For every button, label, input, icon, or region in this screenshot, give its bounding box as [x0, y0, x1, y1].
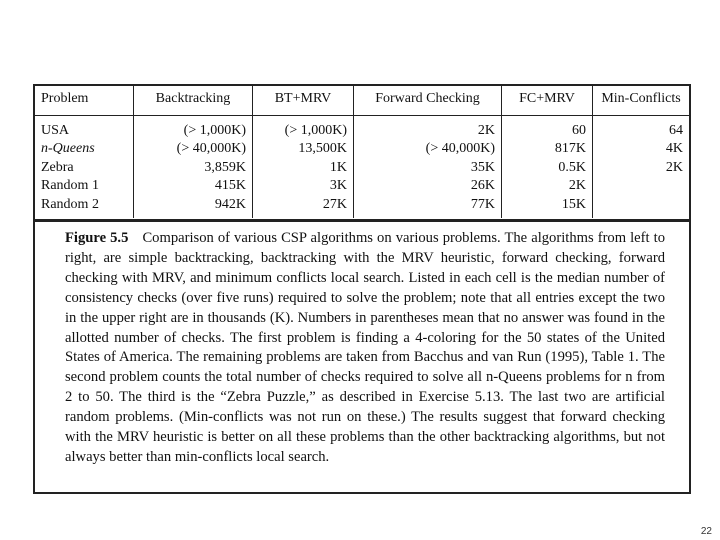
- table-cell: 26K: [354, 177, 502, 196]
- table-cell: 1K: [253, 159, 354, 178]
- table-cell: (> 1,000K): [253, 115, 354, 140]
- header-min-conflicts: Min-Conflicts: [593, 86, 690, 115]
- table-cell: [35, 140, 134, 159]
- table-row: [35, 159, 689, 178]
- table-cell: 2K: [502, 177, 593, 196]
- table-cell: 60: [502, 115, 593, 140]
- table-caption-divider: [35, 219, 689, 222]
- header-fc-mrv: FC+MRV: [502, 86, 593, 115]
- table-cell: [593, 196, 690, 219]
- page-number: 22: [700, 526, 712, 537]
- table-cell: 77K: [354, 196, 502, 219]
- caption-text: Comparison of various CSP algorithms on various problems. The algorithms from left to right, are simple backtracking, backtracking with the MRV heuristic, forward checking, forward checking with MRV, and minimum conflicts local search. Listed in each cell is the median number of consistency checks (over five runs) required to solve the problem; note that all entries except the two in the upper right are in thousands (K). Numbers in parentheses mean that no answer was found in the allotted number of checks. The first problem is finding a 4-coloring for the 50 states of the United States of America. The remaining problems are taken from Bacchus and van Run (1995), Table 1. The second problem counts the total number of checks required to solve all n-Queens problems for n from 2 to 50. The third is the “Zebra Puzzle,” as described in Exercise 5.13. The last two are artificial random problems. (Min-conflicts was not run on these.) The results suggest that forward checking with the MRV heuristic is better on all these problems than the other backtracking algorithms, but not always better than min-conflicts local search.: [65, 230, 665, 465]
- table-row: [35, 115, 689, 140]
- table-row: [35, 140, 689, 159]
- table-cell: Random 2: [35, 196, 134, 219]
- table-cell: 64: [669, 122, 683, 138]
- table-cell: (> 1,000K): [134, 115, 253, 140]
- table-cell-text: n-Queens: [41, 141, 95, 156]
- table-cell: 415K: [134, 177, 253, 196]
- table-cell: 2K: [665, 159, 683, 175]
- header-bt-mrv: BT+MRV: [253, 86, 354, 115]
- table-cell: 27K: [253, 196, 354, 219]
- table-cell: 13,500K: [253, 140, 354, 159]
- table-cell: 942K: [134, 196, 253, 219]
- table-cell: [593, 177, 690, 196]
- table-cell: Zebra: [35, 159, 134, 178]
- figure-frame: [33, 84, 691, 494]
- table-cell: 35K: [354, 159, 502, 178]
- header-backtracking: Backtracking: [134, 86, 253, 115]
- table-cell: 0.5K: [502, 159, 593, 178]
- table-cell: Random 1: [35, 177, 134, 196]
- header-problem: Problem: [35, 86, 134, 115]
- table-cell: 2K: [354, 115, 502, 140]
- table-row: [35, 177, 689, 196]
- figure-label: Figure 5.5: [65, 230, 129, 246]
- table-row: [35, 196, 689, 219]
- figure-caption: [65, 229, 665, 468]
- table-cell: (> 40,000K): [134, 140, 253, 159]
- table-cell: USA: [35, 115, 134, 140]
- table-cell: 4K: [665, 141, 683, 156]
- table-header-row: [35, 86, 689, 115]
- table-cell: 15K: [502, 196, 593, 219]
- table-cell: 3,859K: [134, 159, 253, 178]
- table-cell: 817K: [502, 140, 593, 159]
- table-cell: 3K: [253, 177, 354, 196]
- header-forward-checking: Forward Checking: [354, 86, 502, 115]
- results-table: [35, 86, 689, 218]
- table-cell: (> 40,000K): [354, 140, 502, 159]
